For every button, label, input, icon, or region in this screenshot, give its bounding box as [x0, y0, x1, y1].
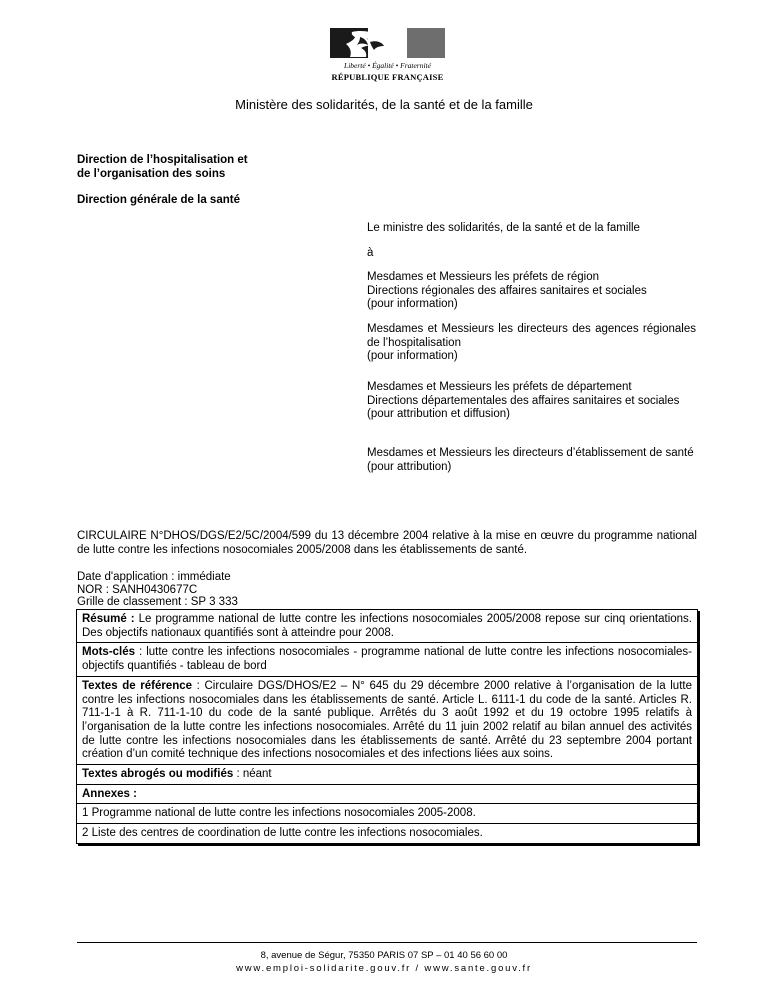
- recipient-block-3: [367, 381, 696, 422]
- textes-reference-label: Textes de référence: [82, 679, 193, 692]
- resume-label: Résumé :: [82, 613, 135, 625]
- recipient-line: (pour information): [367, 298, 458, 310]
- mots-cles-text: : lutte contre les infections nosocomiales - programme national de lutte contre les infections nosocomiales- objectifs quantifiés - tableau de bord: [82, 646, 692, 673]
- circulaire-title: CIRCULAIRE N°DHOS/DGS/E2/5C/2004/599 du 13 décembre 2004 relative à la mise en œuvre du programme national de lutte contre les infections nosocomiales 2005/2008 dans les établissements de santé.: [77, 530, 697, 556]
- logo-country: RÉPUBLIQUE FRANÇAISE: [331, 72, 444, 82]
- annexes-label: Annexes :: [82, 787, 137, 800]
- direction-dhos-line1: Direction de l’hospitalisation et: [77, 154, 248, 166]
- direction-dgs: Direction générale de la santé: [77, 194, 240, 206]
- textes-abroges-text: : néant: [233, 768, 272, 781]
- date-application: Date d'application : immédiate: [77, 571, 231, 583]
- logo-motto: Liberté • Égalité • Fraternité: [344, 61, 431, 70]
- recipient-line: (pour information): [367, 350, 458, 362]
- recipient-line: Directions départementales des affaires sanitaires et sociales: [367, 394, 680, 407]
- ministry-title: Ministère des solidarités, de la santé et de la famille: [235, 97, 533, 112]
- recipient-block-2: [367, 323, 696, 364]
- recipient-line: (pour attribution et diffusion): [367, 408, 510, 420]
- mots-cles-label: Mots-clés: [82, 646, 136, 659]
- textes-reference-cell: [77, 677, 697, 765]
- recipient-line: (pour attribution): [367, 460, 452, 473]
- recipient-block-1: [367, 271, 696, 312]
- nor-code: NOR : SANH0430677C: [77, 583, 198, 596]
- footer-websites: www.emploi-solidarite.gouv.fr / www.sante.gouv.fr: [236, 963, 532, 974]
- annexe-item: 2 Liste des centres de coordination de lutte contre les infections nosocomiales.: [82, 827, 483, 840]
- recipient-line: Mesdames et Messieurs les directeurs des agences régionales de l’hospitalisation: [367, 323, 696, 349]
- textes-reference-text: : Circulaire DGS/DHOS/E2 – N° 645 du 29 décembre 2000 relative à l’organisation de la lutte contre les infections nosocomiales dans les établissements de santé. Article L. 6111-1 du code de la santé. Articles R. 711-1-1 à R. 711-1-10 du code de la santé publique. Arrêtés du 3 août 1992 et du 19 octobre 1995 relatifs à l’organisation de la lutte contre les infections nosocomiales. Arrêté du 11 juin 2002 relatif au bilan annuel des activités de lutte contre les infections nosocomiales dans les établissements de santé. Arrêté du 23 septembre 2004 portant création d’un comité technique des infections nosocomiales et des infections liées aux soins.: [82, 679, 692, 761]
- summary-box: [76, 609, 698, 844]
- recipient-block-4: [367, 447, 696, 474]
- mots-cles-cell: [77, 643, 697, 676]
- footer-divider: [77, 942, 697, 943]
- recipient-line: Mesdames et Messieurs les directeurs d’établissement de santé: [367, 447, 694, 459]
- recipient-line: Mesdames et Messieurs les préfets de région: [367, 271, 600, 283]
- annexes-cell: [77, 785, 697, 805]
- textes-abroges-cell: [77, 765, 697, 785]
- resume-text: Le programme national de lutte contre les infections nosocomiales 2005/2008 repose sur cinq orientations. Des objectifs nationaux quantifiés sont à atteindre pour 2008.: [82, 613, 692, 639]
- footer-address: 8, avenue de Ségur, 75350 PARIS 07 SP – 01 40 56 60 00: [260, 950, 508, 961]
- recipient-line: Mesdames et Messieurs les préfets de département: [367, 381, 632, 393]
- grille-classement: Grille de classement : SP 3 333: [77, 596, 238, 608]
- to-word: à: [367, 247, 374, 259]
- circulaire-meta: [77, 571, 697, 609]
- republique-logo: [330, 28, 445, 86]
- sender: Le ministre des solidarités, de la santé et de la famille: [367, 222, 640, 234]
- textes-abroges-label: Textes abrogés ou modifiés: [82, 768, 234, 781]
- marianne-icon: [330, 28, 445, 58]
- direction-dhos-line2: de l’organisation des soins: [77, 168, 226, 180]
- resume-cell: [77, 610, 697, 643]
- recipient-line: Directions régionales des affaires sanitaires et sociales: [367, 284, 647, 297]
- direction-dhos: [77, 153, 248, 181]
- annexe-item: 1 Programme national de lutte contre les infections nosocomiales 2005-2008.: [77, 804, 697, 824]
